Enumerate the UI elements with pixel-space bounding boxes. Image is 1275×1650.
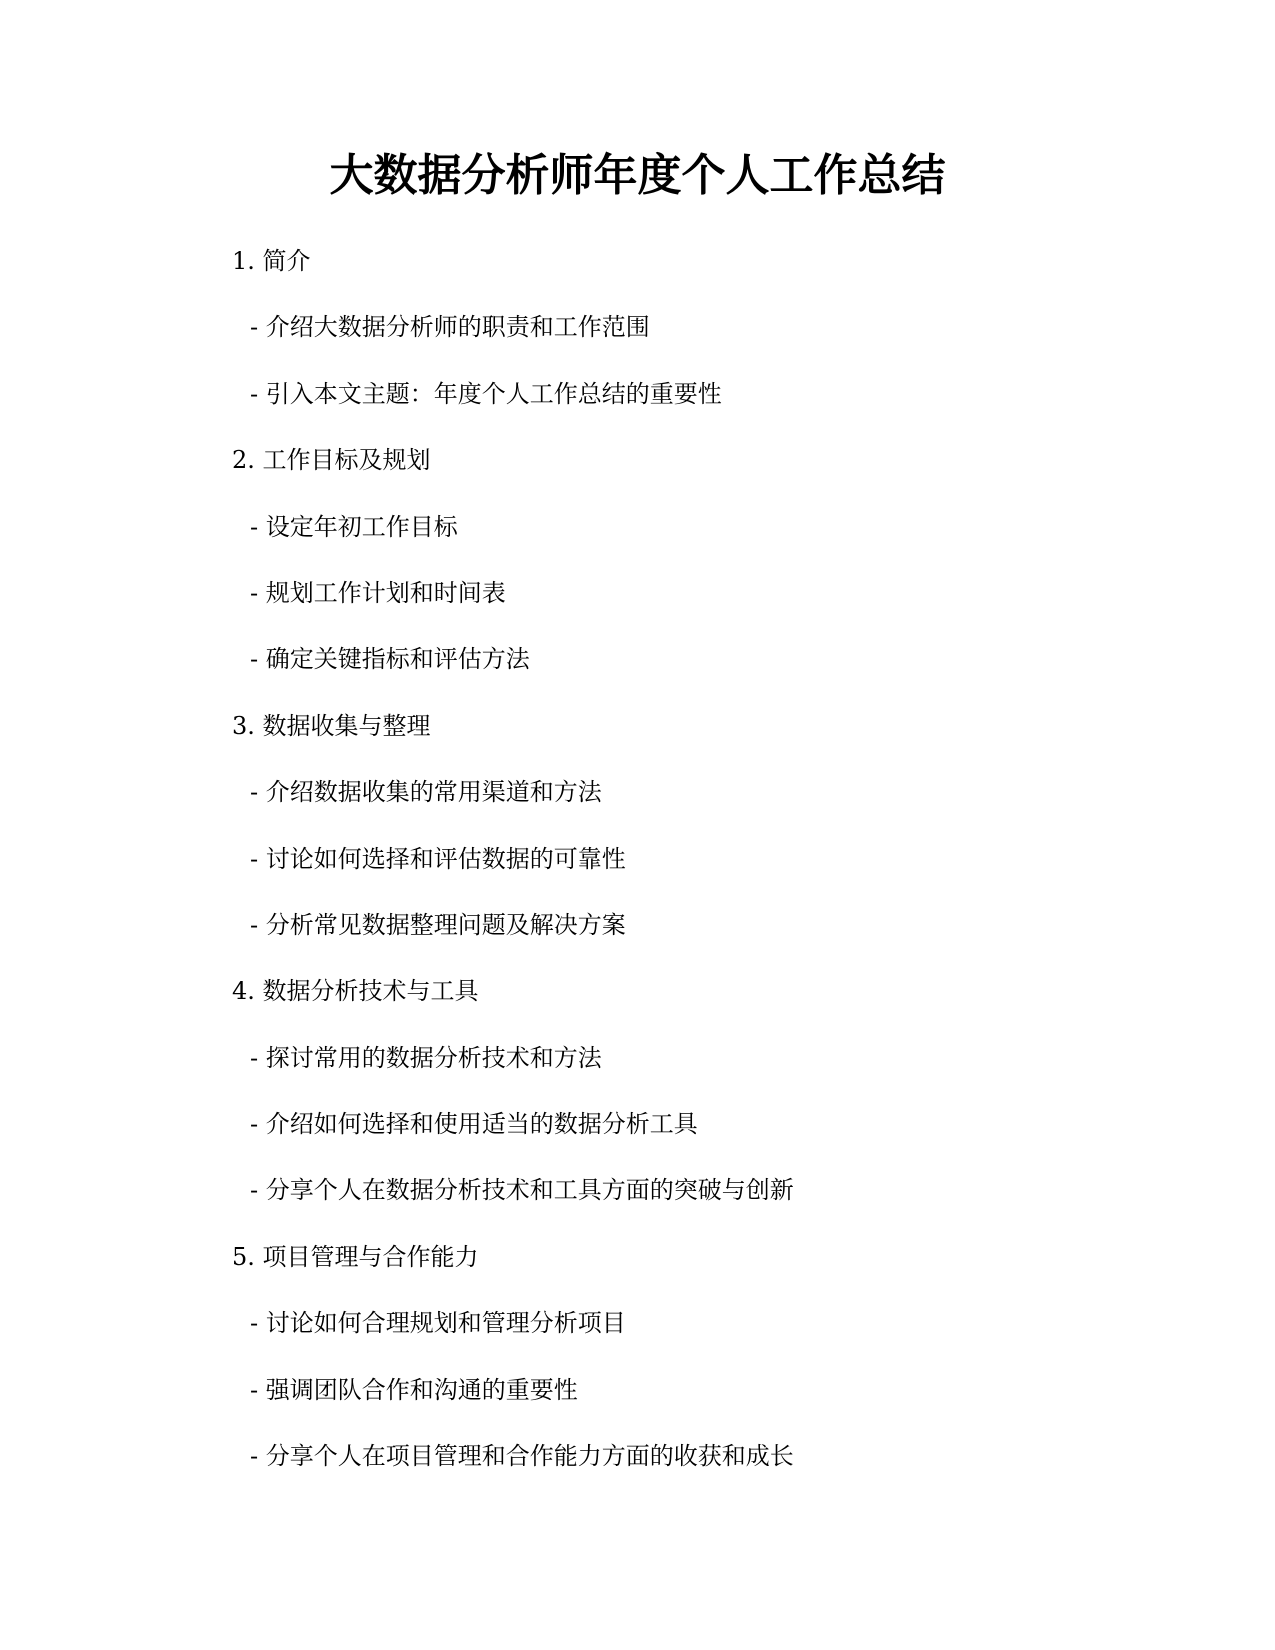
document-title: 大数据分析师年度个人工作总结 bbox=[329, 150, 946, 201]
outline-list bbox=[232, 245, 1052, 1506]
section-heading: 2. 工作目标及规划 bbox=[232, 446, 431, 475]
section-item: - 分享个人在数据分析技术和工具方面的突破与创新 bbox=[250, 1176, 794, 1205]
section-item: - 讨论如何选择和评估数据的可靠性 bbox=[250, 844, 626, 873]
section-heading: 3. 数据收集与整理 bbox=[232, 711, 431, 740]
section-item: - 介绍数据收集的常用渠道和方法 bbox=[250, 778, 602, 807]
section-item: - 分享个人在项目管理和合作能力方面的收获和成长 bbox=[250, 1442, 794, 1471]
section-heading: 1. 简介 bbox=[232, 247, 311, 275]
section-item: - 分析常见数据整理问题及解决方案 bbox=[250, 910, 626, 939]
section-heading: 4. 数据分析技术与工具 bbox=[232, 977, 479, 1006]
section-item: - 介绍大数据分析师的职责和工作范围 bbox=[250, 313, 650, 342]
section-item: - 设定年初工作目标 bbox=[250, 512, 458, 541]
section-item: - 讨论如何合理规划和管理分析项目 bbox=[250, 1309, 626, 1338]
section-item: - 规划工作计划和时间表 bbox=[250, 578, 506, 607]
section-item: - 确定关键指标和评估方法 bbox=[250, 645, 530, 674]
section-heading: 5. 项目管理与合作能力 bbox=[232, 1242, 479, 1271]
section-item: - 强调团队合作和沟通的重要性 bbox=[250, 1375, 578, 1404]
section-item: - 探讨常用的数据分析技术和方法 bbox=[250, 1043, 602, 1072]
section-item: - 介绍如何选择和使用适当的数据分析工具 bbox=[250, 1110, 698, 1139]
section-item: - 引入本文主题：年度个人工作总结的重要性 bbox=[250, 379, 722, 408]
